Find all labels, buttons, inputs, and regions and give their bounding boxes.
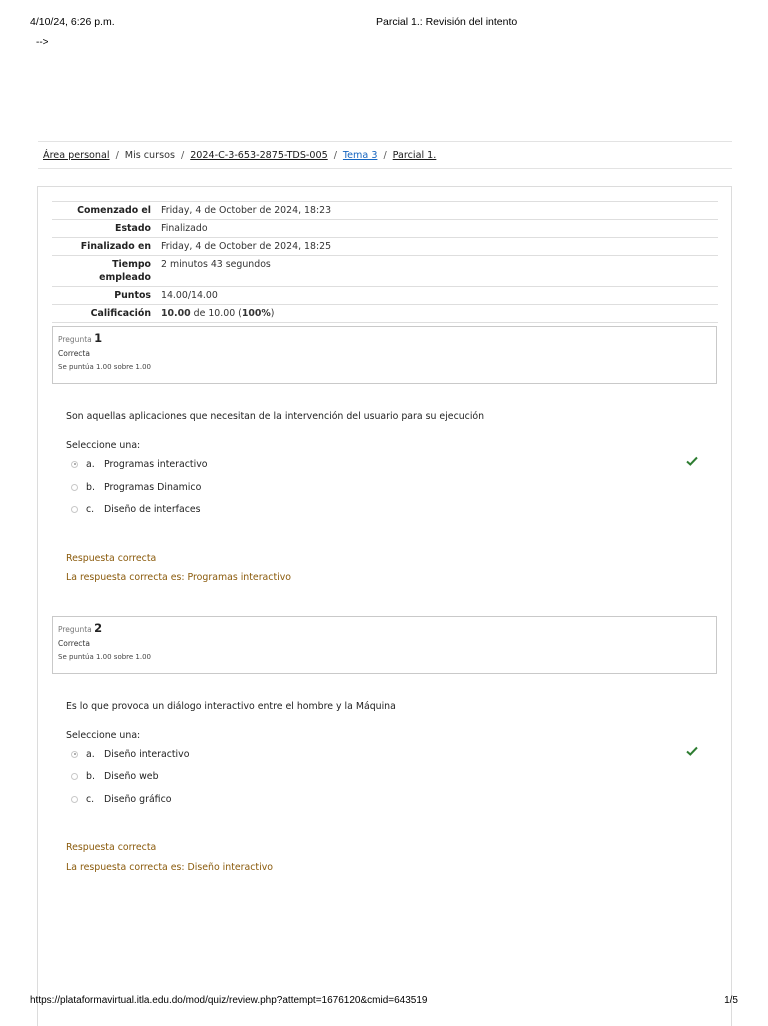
summary-label: Finalizado en — [52, 238, 156, 256]
option-letter: c. — [86, 793, 95, 805]
breadcrumb-area-personal[interactable]: Área personal — [43, 149, 110, 161]
page-url: https://plataformavirtual.itla.edu.do/mod/quiz/review.php?attempt=1676120&cmid=643519 — [30, 995, 428, 1006]
breadcrumb-course[interactable]: 2024-C-3-653-2875-TDS-005 — [190, 149, 328, 161]
question-info-1 — [52, 326, 717, 384]
breadcrumb-tema[interactable]: Tema 3 — [342, 149, 378, 161]
question-grade: Se puntúa 1.00 sobre 1.00 — [58, 653, 152, 661]
breadcrumb-separator: / — [115, 149, 119, 161]
summary-label: Calificación — [52, 305, 156, 323]
summary-row — [52, 238, 718, 256]
question-number — [58, 621, 711, 637]
summary-label: Estado — [52, 220, 156, 238]
print-header — [30, 16, 738, 30]
summary-label: Tiempo empleado — [52, 256, 156, 287]
option-letter: a. — [86, 458, 95, 470]
answer-prompt: Seleccione una: — [66, 730, 141, 741]
question-info-2 — [52, 616, 717, 674]
radio-button[interactable] — [71, 461, 78, 468]
answer-option[interactable] — [71, 747, 189, 761]
question-text: Son aquellas aplicaciones que necesitan de la intervención del usuario para su ejecución — [66, 411, 485, 422]
answer-prompt: Seleccione una: — [66, 440, 141, 451]
option-letter: b. — [86, 481, 95, 493]
answer-option[interactable] — [71, 480, 201, 494]
breadcrumb-mis-cursos: Mis cursos — [124, 149, 175, 161]
question-prefix: Pregunta — [58, 625, 92, 634]
grade-percent: 100% — [241, 308, 271, 319]
page-number: 1/5 — [724, 995, 738, 1006]
question-state: Correcta — [58, 639, 90, 648]
option-label: Programas interactivo — [104, 458, 208, 470]
breadcrumb-parcial[interactable]: Parcial 1. — [392, 149, 437, 161]
summary-value: 2 minutos 43 segundos — [156, 256, 718, 287]
radio-button[interactable] — [71, 796, 78, 803]
question-prefix: Pregunta — [58, 335, 92, 344]
radio-button[interactable] — [71, 484, 78, 491]
print-title: Parcial 1.: Revisión del intento — [376, 16, 518, 28]
radio-button[interactable] — [71, 751, 78, 758]
right-answer-text: La respuesta correcta es: Programas interactivo — [66, 572, 292, 583]
comment-artifact: --> — [36, 37, 49, 48]
option-letter: b. — [86, 770, 95, 782]
option-label: Programas Dinamico — [104, 481, 202, 493]
radio-button[interactable] — [71, 506, 78, 513]
attempt-summary-table — [52, 201, 718, 323]
feedback-text: Respuesta correcta — [66, 842, 157, 853]
answer-option[interactable] — [71, 769, 159, 783]
answer-option[interactable] — [71, 457, 207, 471]
question-text: Es lo que provoca un diálogo interactivo entre el hombre y la Máquina — [66, 701, 396, 712]
option-label: Diseño gráfico — [104, 793, 172, 805]
radio-button[interactable] — [71, 773, 78, 780]
breadcrumb-separator: / — [383, 149, 387, 161]
question-state: Correcta — [58, 349, 90, 358]
option-letter: a. — [86, 748, 95, 760]
grade-value — [156, 305, 718, 323]
question-number-value: 2 — [94, 621, 103, 635]
option-letter: c. — [86, 503, 95, 515]
option-label: Diseño interactivo — [104, 748, 190, 760]
question-number-value: 1 — [94, 331, 103, 345]
summary-value: Friday, 4 de October de 2024, 18:25 — [156, 238, 718, 256]
check-icon — [686, 456, 698, 466]
summary-value: Friday, 4 de October de 2024, 18:23 — [156, 202, 718, 220]
option-label: Diseño de interfaces — [104, 503, 201, 515]
grade-of: de 10.00 ( — [193, 308, 242, 319]
question-number — [58, 331, 711, 347]
question-grade: Se puntúa 1.00 sobre 1.00 — [58, 363, 152, 371]
breadcrumb — [38, 141, 732, 169]
option-label: Diseño web — [104, 770, 159, 782]
right-answer-text: La respuesta correcta es: Diseño interactivo — [66, 862, 273, 873]
summary-label: Puntos — [52, 287, 156, 305]
summary-value: 14.00/14.00 — [156, 287, 718, 305]
summary-row-grade — [52, 305, 718, 323]
feedback-text: Respuesta correcta — [66, 553, 157, 564]
grade-close: ) — [270, 308, 275, 319]
grade-score: 10.00 — [161, 308, 191, 319]
print-footer — [30, 995, 738, 1009]
summary-row — [52, 202, 718, 220]
answer-option[interactable] — [71, 502, 201, 516]
breadcrumb-separator: / — [333, 149, 337, 161]
print-datetime: 4/10/24, 6:26 p.m. — [30, 16, 115, 28]
summary-row — [52, 220, 718, 238]
answer-option[interactable] — [71, 792, 171, 806]
breadcrumb-separator: / — [180, 149, 185, 161]
summary-label: Comenzado el — [52, 202, 156, 220]
summary-row — [52, 256, 718, 287]
summary-row — [52, 287, 718, 305]
summary-value: Finalizado — [156, 220, 718, 238]
check-icon — [686, 746, 698, 756]
